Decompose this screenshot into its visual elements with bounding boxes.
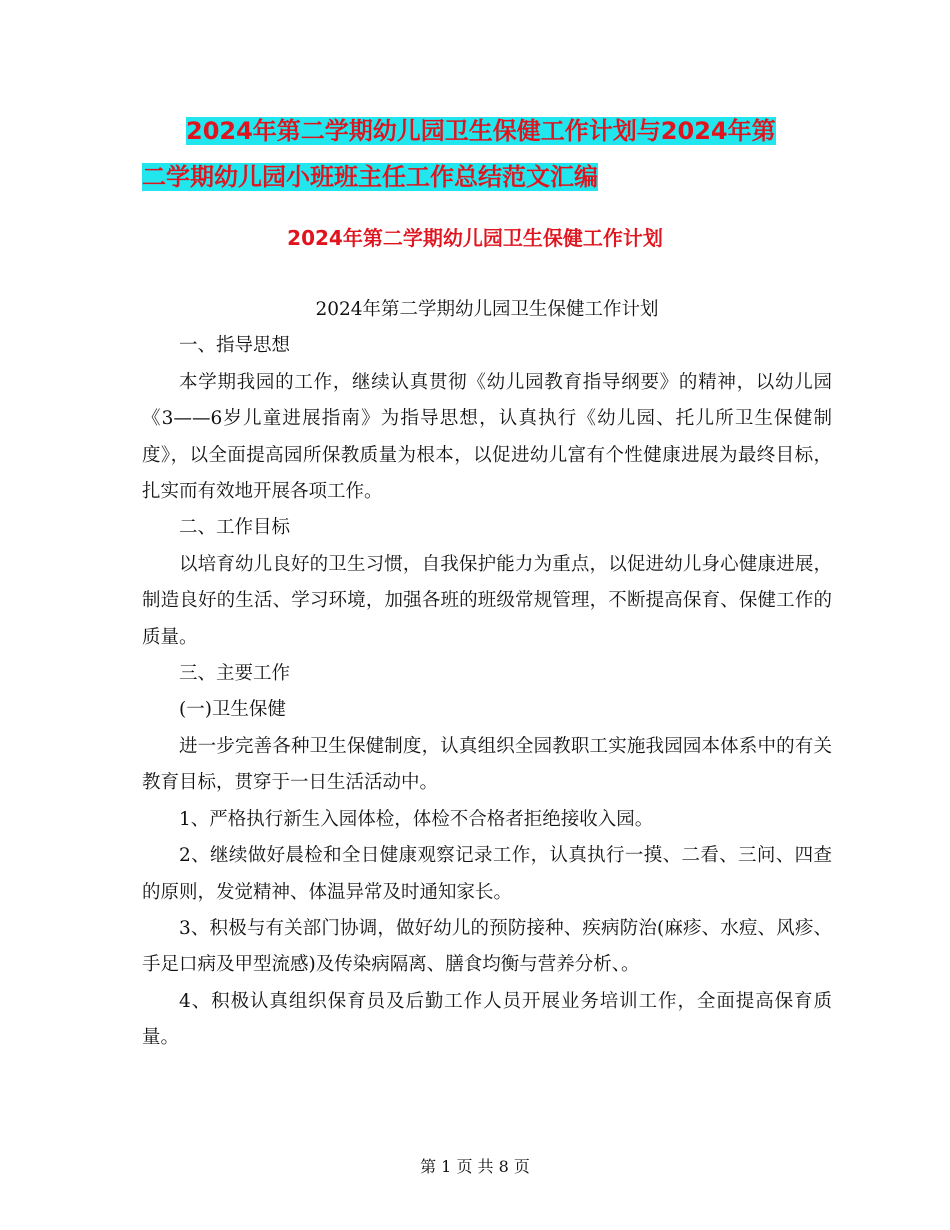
heading-work-goals: 二、工作目标 [179,517,291,539]
list-item-1: 1、严格执行新生入园体检，体检不合格者拒绝接收入园。 [179,808,654,830]
heading-guiding-thought: 一、指导思想 [179,335,291,357]
list-item-4: 4、积极认真组织保育员及后勤工作人员开展业务培训工作，全面提高保育质量。 [142,990,832,1049]
paragraph-guiding-thought: 本学期我园的工作，继续认真贯彻《幼儿园教育指导纲要》的精神，以幼儿园《3——6岁儿童进展指南》为指导思想，认真执行《幼儿园、托儿所卫生保健制度》，以全面提高园所保教质量为根本，以促进幼儿富有个性健康进展为最终目标，扎实而有效地开展各项工作。 [142,371,832,503]
document-title [142,108,822,200]
title-line-2: 二学期幼儿园小班班主任工作总结范文汇编 [142,163,598,191]
paragraph-work-goals: 以培育幼儿良好的卫生习惯，自我保护能力为重点，以促进幼儿身心健康进展，制造良好的生活、学习环境，加强各班的班级常规管理，不断提高保育、保健工作的质量。 [142,553,832,648]
list-item-2: 2、继续做好晨检和全日健康观察记录工作，认真执行一摸、二看、三问、四查的原则，发觉精神、体温异常及时通知家长。 [142,845,832,903]
section-heading: 2024年第二学期幼儿园卫生保健工作计划 [287,226,663,250]
heading-main-work: 三、主要工作 [179,663,291,685]
paragraph-health-care: 进一步完善各种卫生保健制度，认真组织全园教职工实施我园园本体系中的有关教育目标，贯穿于一日生活活动中。 [142,735,832,794]
list-item-3: 3、积极与有关部门协调，做好幼儿的预防接种、疾病防治(麻疹、水痘、风疹、手足口病及甲型流感)及传染病隔离、膳食均衡与营养分析、。 [142,917,832,976]
subheading-health-care: (一)卫生保健 [179,699,286,721]
page-footer: 第 1 页 共 8 页 [420,1157,530,1176]
title-line-1: 2024年第二学期幼儿园卫生保健工作计划与2024年第 [186,117,776,145]
document-body [142,292,832,1057]
subtitle: 2024年第二学期幼儿园卫生保健工作计划 [315,299,659,320]
